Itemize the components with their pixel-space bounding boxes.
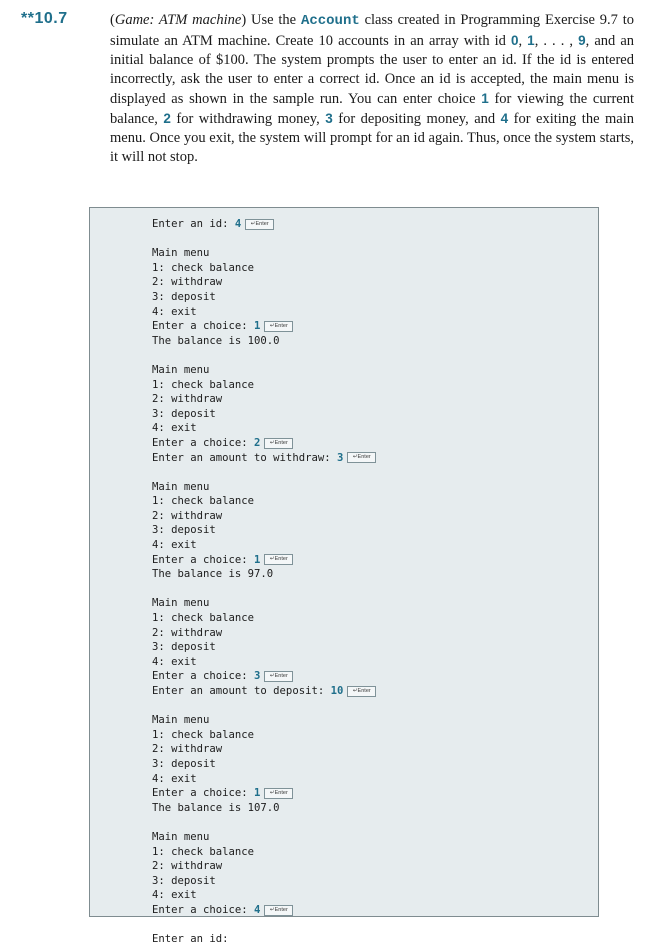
- console-text: Main menu: [152, 597, 210, 610]
- console-line: [152, 786, 376, 801]
- console-text: Main menu: [152, 363, 210, 376]
- enter-key-icon: ↵Enter: [264, 554, 293, 565]
- console-line: [152, 757, 376, 772]
- console-text: Enter a choice:: [152, 670, 248, 683]
- console-line: [152, 669, 376, 684]
- console-text: 1: check balance: [152, 612, 255, 625]
- code-term: 9: [578, 33, 586, 48]
- exercise-statement: [110, 11, 634, 167]
- exercise-title: Game: ATM machine: [114, 12, 242, 28]
- console-line: [152, 334, 376, 349]
- console-text: 4: exit: [152, 305, 197, 318]
- console-line: [152, 553, 376, 568]
- console-line: [152, 392, 376, 407]
- console-line: [152, 246, 376, 261]
- statement-text: ,: [518, 33, 528, 49]
- console-text: The balance is 107.0: [152, 801, 280, 814]
- console-text: The balance is 97.0: [152, 568, 274, 581]
- console-text: 1: check balance: [152, 261, 255, 274]
- console-text: Main menu: [152, 247, 210, 260]
- console-text: 4: exit: [152, 422, 197, 435]
- console-line: [152, 742, 376, 757]
- console-text: 3: deposit: [152, 641, 216, 654]
- console-line: [152, 859, 376, 874]
- enter-key-icon: ↵Enter: [264, 321, 293, 332]
- code-term: 1: [481, 91, 489, 106]
- statement-text: for viewing the current balance,: [110, 91, 634, 127]
- console-text: Enter an id:: [152, 218, 229, 230]
- enter-key-icon: ↵Enter: [245, 219, 274, 230]
- code-term: 2: [163, 111, 171, 126]
- console-text: 1: check balance: [152, 495, 255, 508]
- user-input-value: 1: [254, 787, 261, 800]
- user-input-value: 3: [336, 451, 344, 464]
- console-text: 2: withdraw: [152, 626, 223, 639]
- console-text: Enter an amount to deposit:: [152, 685, 325, 697]
- console-text: 3: deposit: [152, 524, 216, 537]
- console-line: [152, 319, 376, 334]
- enter-key-icon: ↵Enter: [264, 671, 293, 682]
- statement-text: , and an initial balance of $100. The system prompts the user to enter an id. If the id is entered incorrectly, ask the user to enter a correct id. Once an id is accepted, the main menu is displayed as shown in the sample run. You can enter choice: [110, 33, 635, 107]
- user-input-value: 2: [254, 436, 261, 449]
- console-line: [152, 728, 376, 743]
- console-text: 1: check balance: [152, 378, 255, 391]
- console-line: [152, 436, 376, 451]
- console-text: The balance is 100.0: [152, 334, 280, 347]
- console-line: [152, 305, 376, 320]
- console-text: 2: withdraw: [152, 276, 223, 289]
- console-line: [152, 275, 376, 290]
- console-line: [152, 596, 376, 611]
- console-line: [152, 494, 376, 509]
- console-line: [152, 874, 376, 889]
- console-line: [152, 509, 376, 524]
- console-line: [152, 421, 376, 436]
- console-line: [152, 567, 376, 582]
- sample-run-console: [89, 207, 599, 946]
- console-text: Enter an id:: [152, 933, 229, 946]
- console-text: Enter an amount to withdraw:: [152, 451, 331, 464]
- console-text: 4: exit: [152, 889, 197, 902]
- console-line: [152, 815, 376, 830]
- console-text: 1: check balance: [152, 845, 255, 858]
- console-text: 4: exit: [152, 772, 197, 785]
- console-line: [152, 611, 376, 626]
- console-line: [152, 932, 376, 947]
- code-term: 4: [500, 111, 509, 126]
- console-line: [152, 903, 376, 918]
- console-text: Enter a choice:: [152, 903, 248, 916]
- console-line: [152, 290, 376, 305]
- console-line: [152, 888, 376, 903]
- statement-text: for withdrawing money,: [170, 111, 326, 127]
- console-text: 2: withdraw: [152, 743, 223, 756]
- console-line: [152, 845, 376, 860]
- console-text: Enter a choice:: [152, 320, 248, 333]
- console-line: [152, 582, 376, 597]
- statement-text: class created in Programming Exercise 9.7 to simulate an ATM machine. Create 10 accounts in an array with id: [110, 12, 635, 49]
- code-term: 0: [510, 33, 519, 48]
- user-input-value: 4: [254, 903, 261, 916]
- console-output: [152, 217, 376, 947]
- console-line: [152, 801, 376, 816]
- statement-text: for exiting the main menu. Once you exit, the system will prompt for an id again. Thus, once the system starts, it will not stop.: [110, 111, 634, 165]
- console-line: [152, 217, 376, 232]
- enter-key-icon: ↵Enter: [347, 452, 376, 463]
- console-line: [152, 699, 376, 714]
- console-text: Enter a choice:: [152, 553, 248, 566]
- console-line: [152, 713, 376, 728]
- console-line: [152, 538, 376, 553]
- console-line: [152, 655, 376, 670]
- user-input-value: 3: [254, 670, 261, 683]
- enter-key-icon: ↵Enter: [264, 788, 293, 799]
- console-text: 2: withdraw: [152, 860, 223, 873]
- user-input-value: 1: [254, 553, 261, 566]
- console-text: Enter a choice:: [152, 436, 248, 449]
- console-line: [152, 684, 376, 699]
- console-text: 3: deposit: [152, 290, 216, 303]
- console-line: [152, 523, 376, 538]
- user-input-value: 10: [330, 685, 344, 697]
- console-line: [152, 407, 376, 422]
- statement-text: for depositing money, and: [332, 111, 501, 127]
- console-text: Enter a choice:: [152, 787, 248, 800]
- console-text: Main menu: [152, 830, 210, 843]
- enter-key-icon: ↵Enter: [347, 686, 376, 697]
- console-text: 4: exit: [152, 539, 197, 552]
- console-line: [152, 830, 376, 845]
- exercise-number: **10.7: [21, 10, 68, 27]
- console-line: [152, 232, 376, 247]
- console-text: 3: deposit: [152, 874, 216, 887]
- console-line: [152, 261, 376, 276]
- code-term: Account: [300, 13, 360, 29]
- enter-key-icon: ↵Enter: [264, 905, 293, 916]
- console-text: Main menu: [152, 714, 210, 727]
- statement-text: (: [110, 12, 115, 28]
- console-text: 4: exit: [152, 655, 197, 668]
- console-text: 2: withdraw: [152, 393, 223, 406]
- console-text: 3: deposit: [152, 407, 216, 420]
- console-line: [152, 480, 376, 495]
- code-term: 3: [325, 111, 333, 126]
- console-line: [152, 451, 376, 466]
- console-text: 3: deposit: [152, 757, 216, 770]
- console-line: [152, 465, 376, 480]
- code-term: 1: [527, 33, 535, 48]
- user-input-value: 1: [254, 320, 261, 333]
- statement-text: ) Use the: [241, 12, 301, 28]
- enter-key-icon: ↵Enter: [264, 438, 293, 449]
- console-line: [152, 378, 376, 393]
- console-text: 1: check balance: [152, 728, 255, 741]
- statement-text: , . . . ,: [534, 33, 579, 49]
- console-line: [152, 363, 376, 378]
- console-line: [152, 348, 376, 363]
- console-line: [152, 772, 376, 787]
- console-line: [152, 640, 376, 655]
- console-text: 2: withdraw: [152, 509, 223, 522]
- console-text: Main menu: [152, 480, 210, 493]
- user-input-value: 4: [234, 218, 242, 230]
- console-line: [152, 626, 376, 641]
